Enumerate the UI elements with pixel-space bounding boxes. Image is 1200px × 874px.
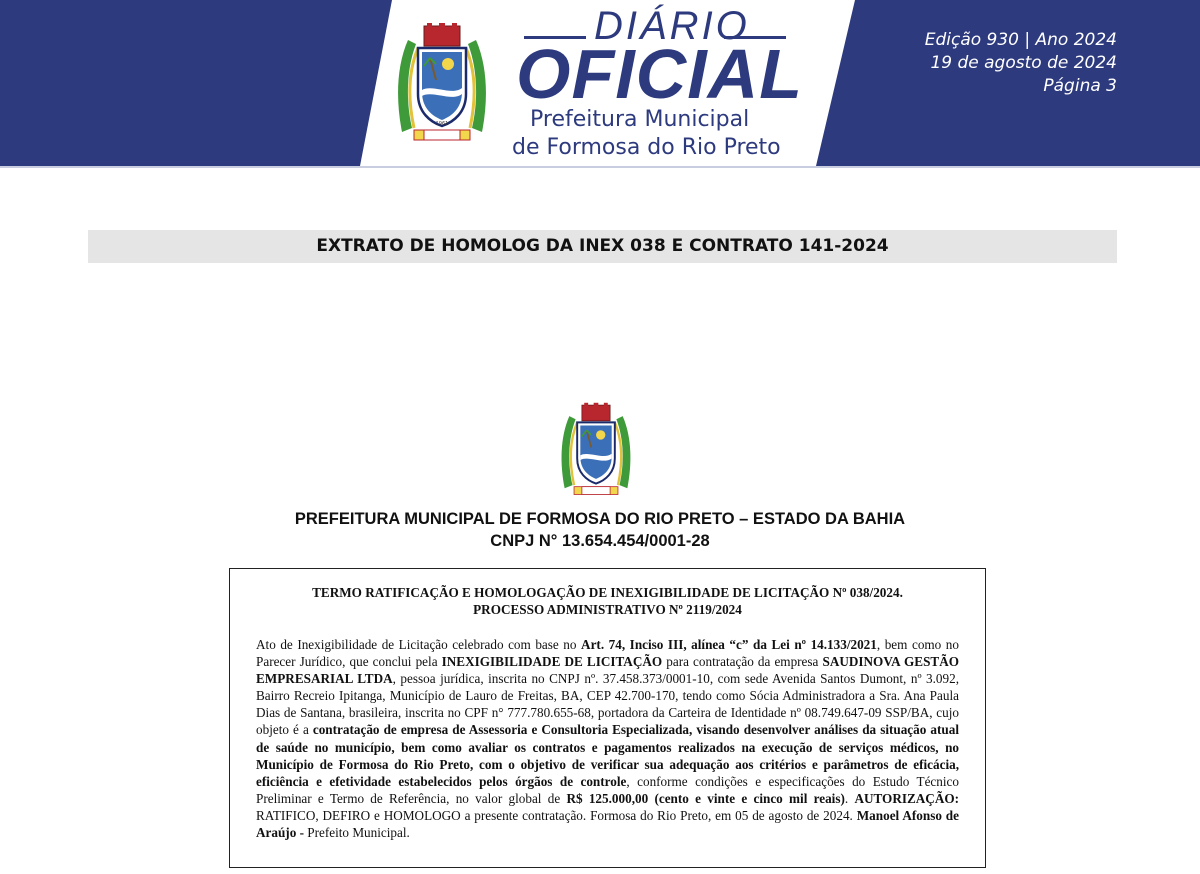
subtitle-line-1: Prefeitura Municipal (530, 107, 750, 132)
term-company-name: SAUDINOVA GESTÃO EMPRESARIAL LTDA (256, 654, 960, 687)
term-signatory-name: Manoel Afonso de Araújo - (256, 807, 959, 841)
term-text: para contratação da empresa (662, 654, 823, 670)
term-body (256, 636, 959, 841)
term-title-line-1: TERMO RATIFICAÇÃO E HOMOLOGAÇÃO DE INEXIGIBILIDADE DE LICITAÇÃO Nº 038/2024. (312, 585, 903, 600)
page-number: Página 3 (1043, 76, 1117, 96)
term-inexigibility: INEXIGIBILIDADE DE LICITAÇÃO (441, 654, 663, 670)
edition-info (925, 29, 1117, 98)
term-text: , pessoa jurídica, inscrita no CNPJ nº. 37.458.373/0001-10, com sede Avenida Santos Dumont, nº 3.092, Bairro Recreio Ipitanga, Município de Lauro de Freitas, BA, CEP 42.700-170, tendo como Sócia Administradora a Sra. Ana Paula Dias de Santana, brasileira, inscrita no CPF n° 777.780.655-68, portadora da Carteira de Identidade nº 08.749.647-09 SSP/BA, cujo objeto é a (256, 671, 959, 738)
organization-name: PREFEITURA MUNICIPAL DE FORMOSA DO RIO PRETO – ESTADO DA BAHIA (294, 510, 906, 528)
term-legal-basis: Art. 74, Inciso III, alínea “c” da Lei nº 14.133/2021 (581, 637, 877, 652)
section-title: EXTRATO DE HOMOLOG DA INEX 038 E CONTRATO 141-2024 (88, 230, 1117, 263)
term-title (230, 584, 985, 618)
subtitle-line-2: de Formosa do Rio Preto (512, 135, 781, 160)
svg-text:1961: 1961 (435, 121, 449, 127)
term-text: Ato de Inexigibilidade de Licitação celebrado com base no (256, 637, 582, 652)
ratification-term-box (229, 568, 986, 868)
term-text: RATIFICO, DEFIRO e HOMOLOGO a presente contratação. Formosa do Rio Preto, em 05 de agosto de 2024. (256, 807, 857, 823)
term-text: , bem como no Parecer Jurídico, que conclui pela (256, 637, 959, 670)
title-diario: DIÁRIO (594, 4, 750, 48)
municipal-coat-of-arms-icon (394, 22, 490, 147)
organization-cnpj: CNPJ N° 13.654.454/0001-28 (490, 532, 710, 550)
diario-oficial-header (0, 0, 1200, 168)
term-text: Prefeito Municipal. (303, 825, 410, 841)
term-contract-object: contratação de empresa de Assessoria e Consultoria Especializada, visando desenvolver análises da situação atual de saúde no município, bem como avaliar os contratos e pagamentos realizados na execução de serviços médicos, no Município de Formosa do Rio Preto, com o objetivo de verificar sua adequação aos critérios e parâmetros de eficácia, eficiência e efetividade estabelecidos pelos órgãos de controle (256, 722, 959, 789)
edition-date: 19 de agosto de 2024 (930, 53, 1117, 73)
term-text: , conforme condições e especificações do Estudo Técnico Preliminar e Termo de Referência, no valor global de (256, 773, 959, 806)
edition-number: Edição 930 | Ano 2024 (924, 30, 1117, 50)
term-contract-value: R$ 125.000,00 (cento e vinte e cinco mil reais) (566, 790, 845, 806)
term-authorization-label: AUTORIZAÇÃO: (854, 790, 959, 806)
term-text: . (844, 790, 855, 806)
document-coat-of-arms-icon (558, 402, 634, 500)
title-oficial: OFICIAL (516, 35, 803, 113)
term-title-line-2: PROCESSO ADMINISTRATIVO Nº 2119/2024 (473, 602, 742, 617)
